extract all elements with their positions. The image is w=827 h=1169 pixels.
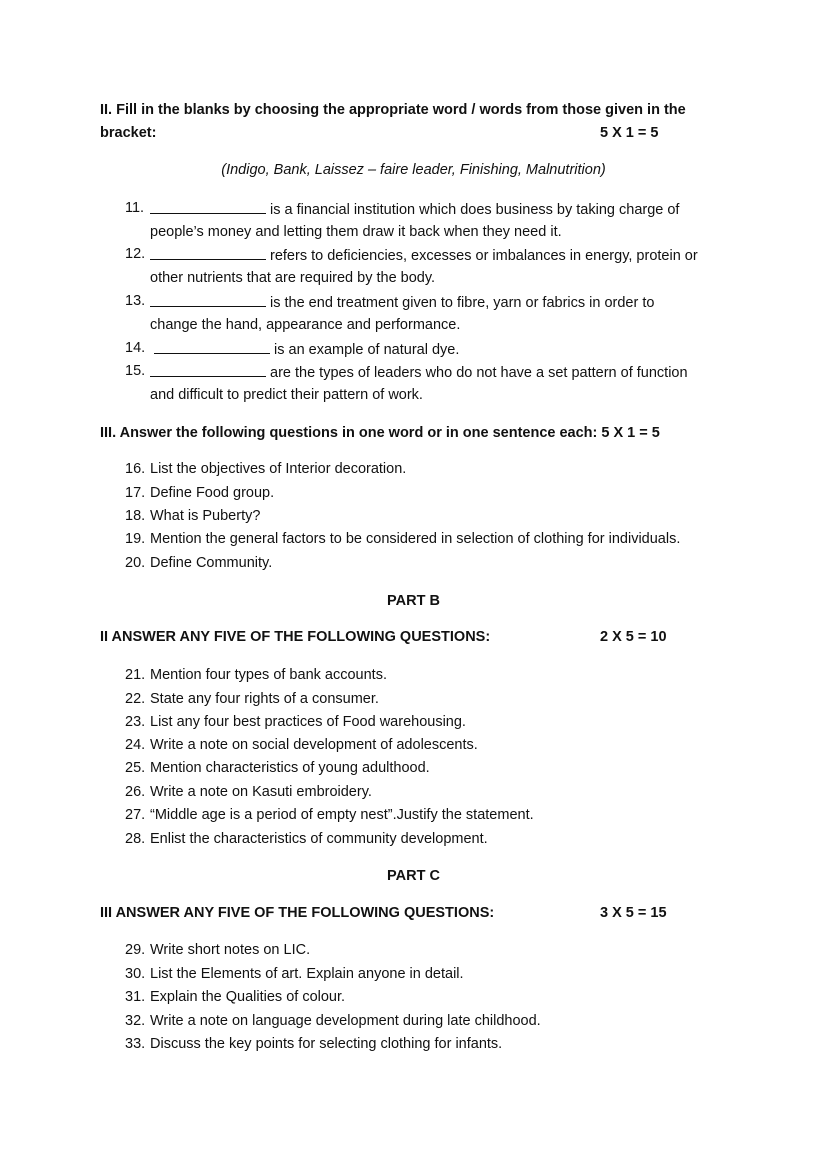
question-text: is the end treatment given to fibre, yarn or fabrics in order to xyxy=(150,293,654,311)
question-text-cont: people’s money and letting them draw it back when they need it. xyxy=(150,224,562,240)
question-text: List the Elements of art. Explain anyone in detail. xyxy=(150,966,464,982)
options-bracket: (Indigo, Bank, Laissez – faire leader, Finishing, Malnutrition) xyxy=(221,162,606,178)
section-3-heading: III. Answer the following questions in one word or in one sentence each: 5 X 1 = 5 xyxy=(100,425,660,441)
question-text: Mention characteristics of young adulthood. xyxy=(150,760,430,776)
question-text: List the objectives of Interior decoration. xyxy=(150,461,407,477)
question-number: 15. xyxy=(125,363,146,379)
part-c-title: PART C xyxy=(387,868,440,884)
question-number: 29. xyxy=(125,942,146,958)
question-number: 21. xyxy=(125,667,146,683)
question-text: Write a note on language development during late childhood. xyxy=(150,1013,541,1029)
question-text: Mention four types of bank accounts. xyxy=(150,667,387,683)
question-text: Discuss the key points for selecting clothing for infants. xyxy=(150,1036,503,1052)
question-number: 26. xyxy=(125,784,146,800)
question-number: 30. xyxy=(125,966,146,982)
part-b-heading: II ANSWER ANY FIVE OF THE FOLLOWING QUESTIONS: xyxy=(100,629,491,645)
question-number: 11. xyxy=(125,200,145,216)
question-text: List any four best practices of Food warehousing. xyxy=(150,714,466,730)
question-number: 20. xyxy=(125,555,146,571)
question-number: 13. xyxy=(125,293,146,309)
question-text: refers to deficiencies, excesses or imbalances in energy, protein or xyxy=(150,246,698,264)
question-text: Define Food group. xyxy=(150,485,275,501)
question-number: 23. xyxy=(125,714,146,730)
question-number: 28. xyxy=(125,831,146,847)
answer-blank xyxy=(150,200,266,214)
question-text: Define Community. xyxy=(150,555,273,571)
answer-blank xyxy=(150,363,266,377)
question-text: Write a note on Kasuti embroidery. xyxy=(150,784,372,800)
part-c-heading: III ANSWER ANY FIVE OF THE FOLLOWING QUESTIONS: xyxy=(100,905,495,921)
part-c-marks: 3 X 5 = 15 xyxy=(600,905,667,921)
part-b-title: PART B xyxy=(387,593,440,609)
question-text-cont: other nutrients that are required by the body. xyxy=(150,270,436,286)
question-number: 17. xyxy=(125,485,146,501)
question-number: 14. xyxy=(125,340,146,356)
question-text: are the types of leaders who do not have a set pattern of function xyxy=(150,363,688,381)
question-number: 27. xyxy=(125,807,146,823)
answer-blank xyxy=(150,293,266,307)
question-text: “Middle age is a period of empty nest”.Justify the statement. xyxy=(150,807,534,823)
question-number: 22. xyxy=(125,691,146,707)
question-number: 18. xyxy=(125,508,146,524)
question-number: 16. xyxy=(125,461,146,477)
question-number: 32. xyxy=(125,1013,146,1029)
question-text: Mention the general factors to be considered in selection of clothing for individuals. xyxy=(150,531,681,547)
question-text: What is Puberty? xyxy=(150,508,261,524)
question-text: Write short notes on LIC. xyxy=(150,942,311,958)
question-number: 31. xyxy=(125,989,146,1005)
question-text-cont: and difficult to predict their pattern of work. xyxy=(150,387,423,403)
question-number: 19. xyxy=(125,531,146,547)
section-2-marks: 5 X 1 = 5 xyxy=(600,125,659,141)
question-text: is a financial institution which does business by taking charge of xyxy=(150,200,679,218)
section-2-heading: II. Fill in the blanks by choosing the appropriate word / words from those given in the xyxy=(100,102,686,118)
question-number: 12. xyxy=(125,246,146,262)
question-text-cont: change the hand, appearance and performance. xyxy=(150,317,461,333)
question-number: 25. xyxy=(125,760,146,776)
question-text: State any four rights of a consumer. xyxy=(150,691,379,707)
part-b-marks: 2 X 5 = 10 xyxy=(600,629,667,645)
question-text: is an example of natural dye. xyxy=(154,340,459,358)
question-text: Explain the Qualities of colour. xyxy=(150,989,346,1005)
answer-blank xyxy=(154,340,270,354)
answer-blank xyxy=(150,246,266,260)
question-number: 33. xyxy=(125,1036,146,1052)
question-text: Write a note on social development of adolescents. xyxy=(150,737,478,753)
section-2-heading-cont: bracket: xyxy=(100,125,157,141)
question-text: Enlist the characteristics of community development. xyxy=(150,831,488,847)
question-number: 24. xyxy=(125,737,146,753)
